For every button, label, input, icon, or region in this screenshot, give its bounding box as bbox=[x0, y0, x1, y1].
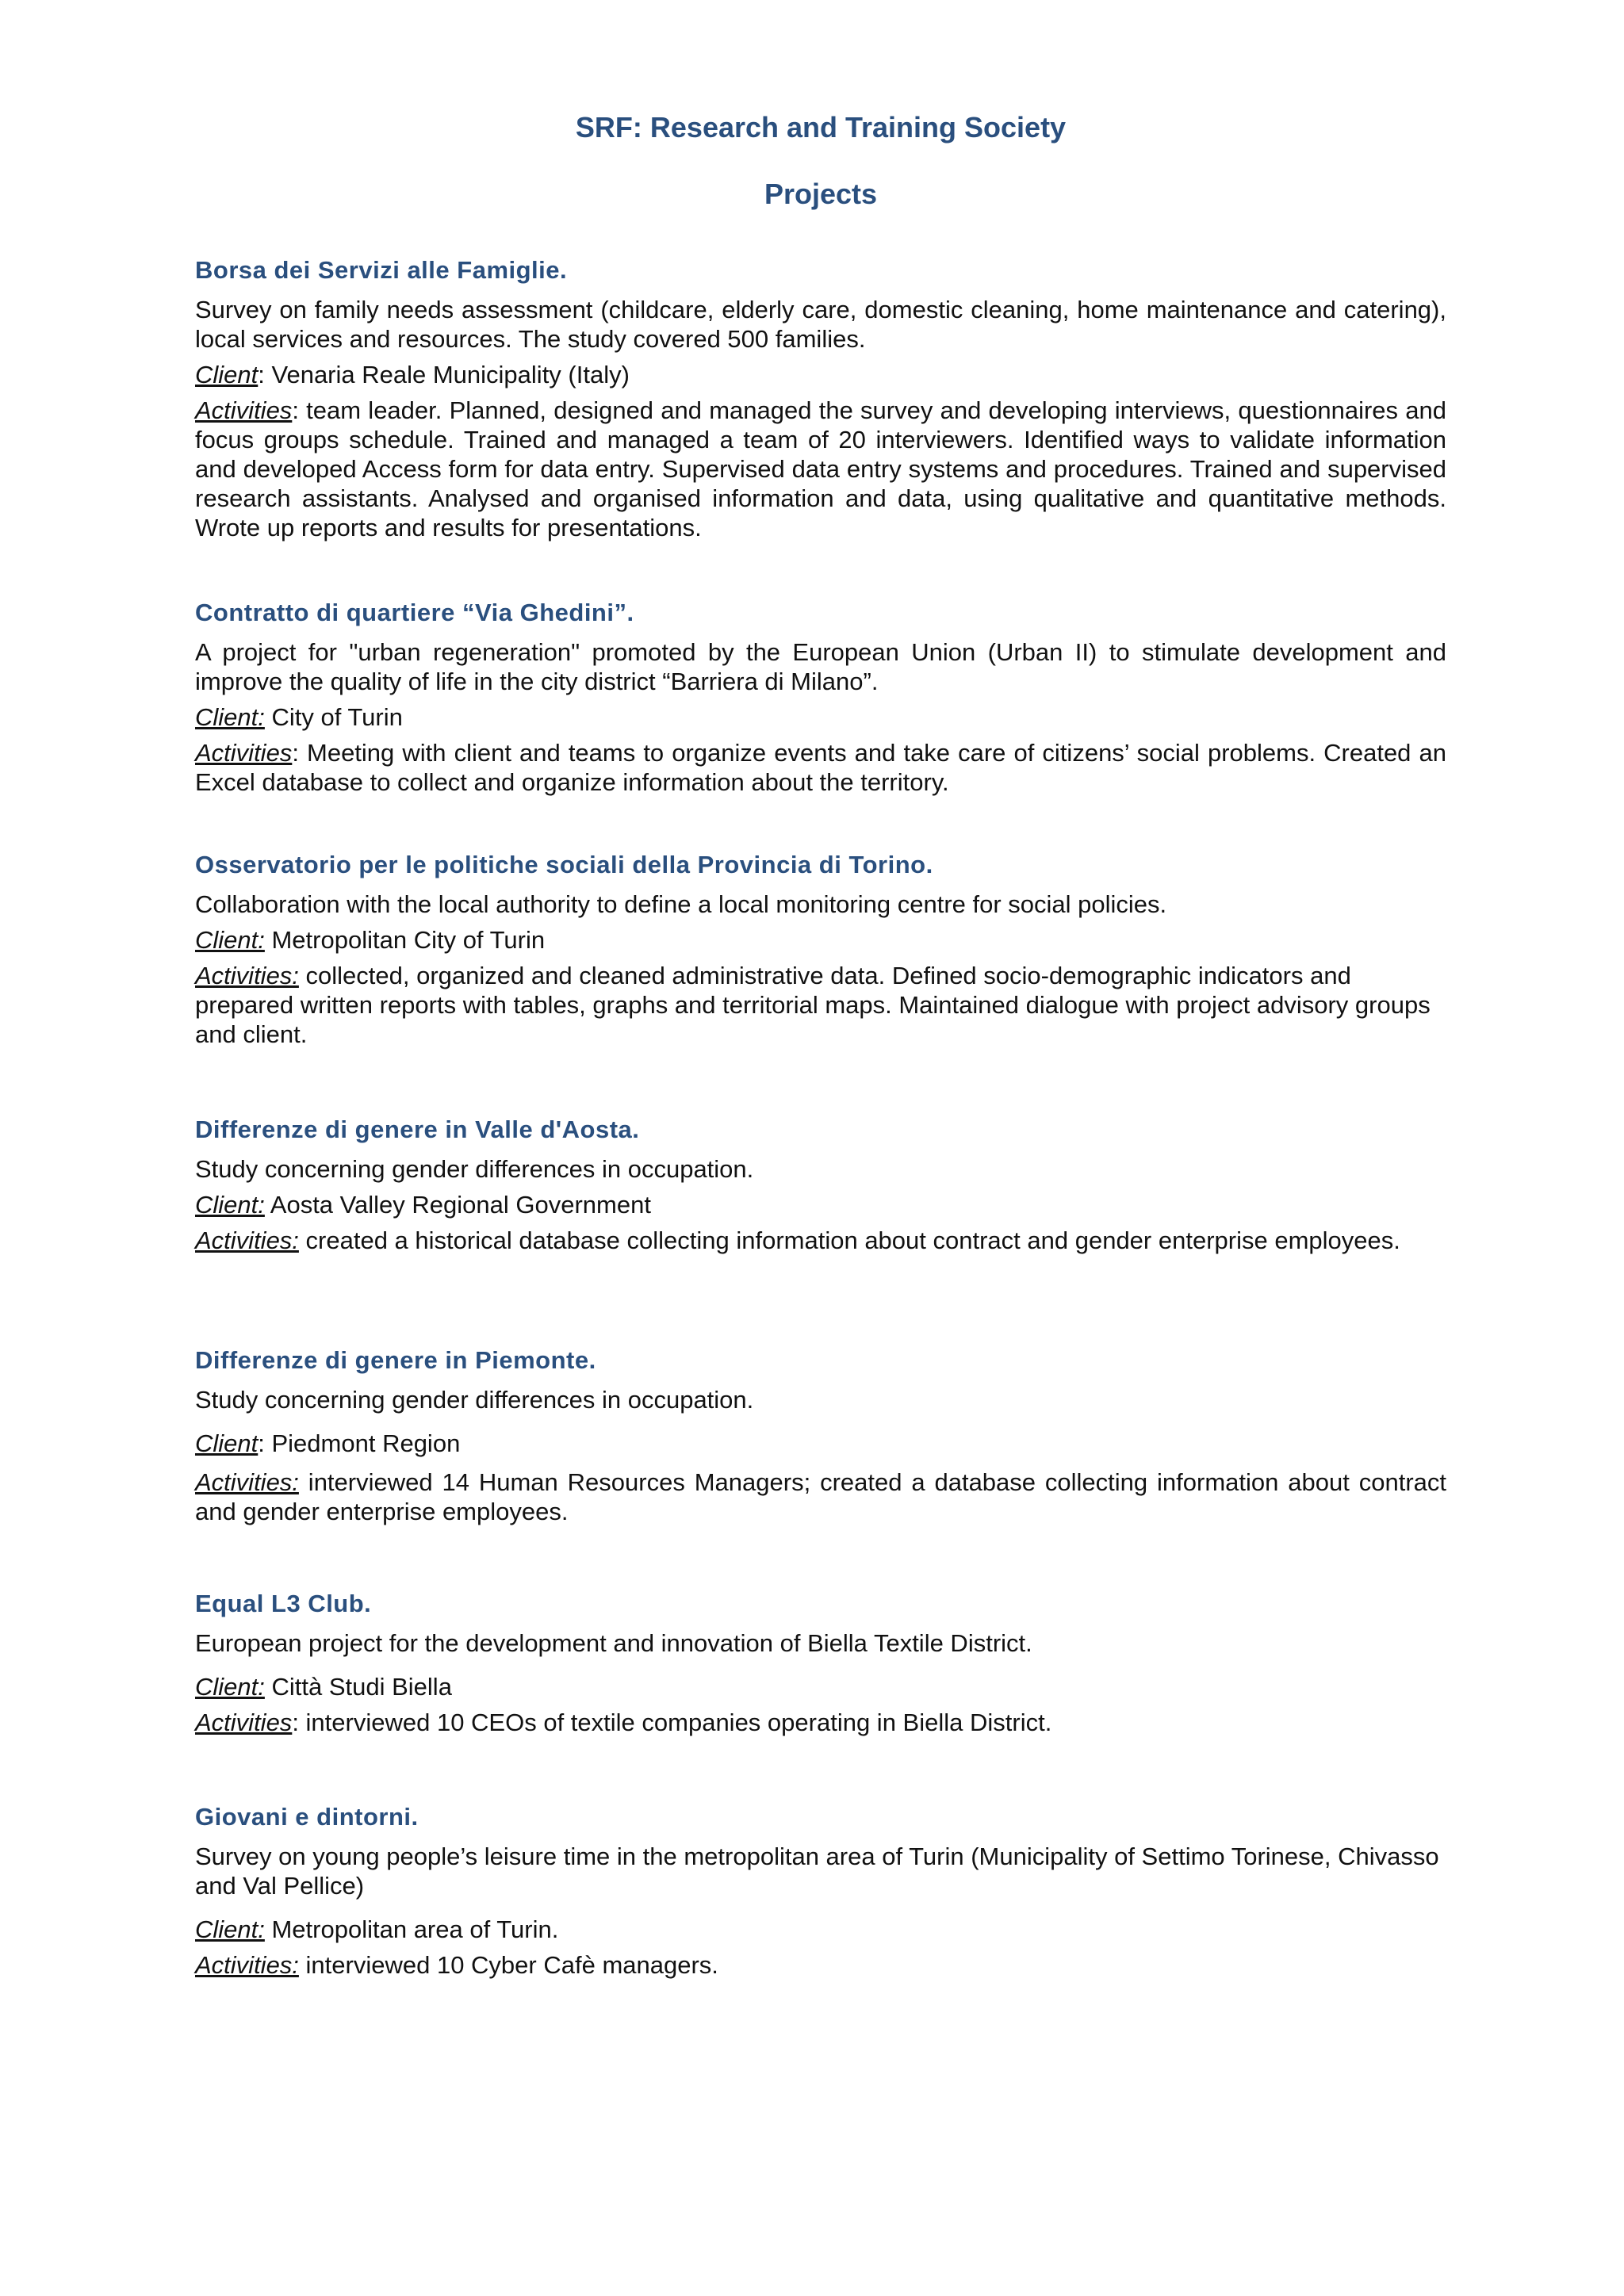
client-label: Client: bbox=[195, 926, 265, 954]
project-entry bbox=[195, 850, 1446, 1055]
project-activities bbox=[195, 1950, 1446, 1980]
client-label: Client bbox=[195, 1429, 259, 1457]
project-client bbox=[195, 1190, 1446, 1219]
project-activities bbox=[195, 1708, 1446, 1737]
document-subtitle: Projects bbox=[764, 178, 878, 210]
activities-value: : team leader. Planned, designed and managed the survey and developing interviews, questionnaires and focus groups schedule. Trained and managed a team of 20 interviewers. Identified ways to validate information and developed Access form for data entry. Supervised data entry systems and procedures. Trained and supervised research assistants. Analysed and organised information and data, using qualitative and quantitative methods. Wrote up reports and results for presentations. bbox=[195, 396, 1446, 541]
project-name: Differenze di genere in Valle d'Aosta. bbox=[195, 1115, 640, 1143]
client-value: Metropolitan City of Turin bbox=[264, 926, 546, 954]
activities-value: interviewed 14 Human Resources Managers; created a database collecting information about contract and gender enterprise employees. bbox=[195, 1468, 1446, 1525]
activities-label: Activities bbox=[195, 1709, 293, 1736]
project-name: Osservatorio per le politiche sociali della Provincia di Torino. bbox=[195, 851, 933, 878]
project-activities bbox=[195, 738, 1446, 797]
activities-value: : interviewed 10 CEOs of textile companies operating in Biella District. bbox=[292, 1709, 1052, 1736]
project-name: Contratto di quartiere “Via Ghedini”. bbox=[195, 599, 634, 626]
activities-value: collected, organized and cleaned administrative data. Defined socio-demographic indicators and prepared written reports with tables, graphs and territorial maps. Maintained dialogue with project advisory groups and client. bbox=[195, 962, 1431, 1048]
project-activities bbox=[195, 1226, 1446, 1255]
project-entry bbox=[195, 598, 1446, 803]
client-value: : Venaria Reale Municipality (Italy) bbox=[258, 361, 630, 388]
client-label: Client: bbox=[195, 1673, 265, 1701]
project-description: A project for "urban regeneration" promoted by the European Union (Urban II) to stimulate development and improve the quality of life in the city district “Barriera di Milano”. bbox=[195, 638, 1446, 695]
client-value: Metropolitan area of Turin. bbox=[264, 1915, 559, 1943]
project-name: Borsa dei Servizi alle Famiglie. bbox=[195, 256, 568, 284]
project-name: Differenze di genere in Piemonte. bbox=[195, 1346, 596, 1374]
project-activities bbox=[195, 396, 1446, 542]
project-client bbox=[195, 1672, 1446, 1701]
project-name: Giovani e dintorni. bbox=[195, 1803, 419, 1831]
project-client bbox=[195, 702, 1446, 732]
activities-value: interviewed 10 Cyber Cafè managers. bbox=[298, 1951, 718, 1979]
project-description: Survey on young people’s leisure time in the metropolitan area of Turin (Municipality of Settimo Torinese, Chivasso and Val Pellice) bbox=[195, 1843, 1439, 1900]
document-title: SRF: Research and Training Society bbox=[575, 111, 1067, 144]
project-name: Equal L3 Club. bbox=[195, 1590, 372, 1617]
client-value: City of Turin bbox=[264, 703, 403, 731]
activities-value: : Meeting with client and teams to organize events and take care of citizens’ social problems. Created an Excel database to collect and organize information about the territory. bbox=[195, 739, 1446, 796]
project-entry bbox=[195, 1802, 1446, 1986]
project-entry bbox=[195, 1115, 1446, 1261]
project-description: European project for the development and innovation of Biella Textile District. bbox=[195, 1629, 1032, 1657]
client-value: : Piedmont Region bbox=[258, 1429, 461, 1457]
activities-label: Activities bbox=[195, 396, 293, 424]
project-description: Study concerning gender differences in occupation. bbox=[195, 1386, 754, 1414]
client-label: Client: bbox=[195, 1191, 265, 1219]
project-description: Survey on family needs assessment (childcare, elderly care, domestic cleaning, home maintenance and catering), local services and resources. The study covered 500 families. bbox=[195, 296, 1446, 353]
activities-label: Activities: bbox=[195, 962, 299, 989]
activities-value: created a historical database collecting information about contract and gender enterprise employees. bbox=[298, 1226, 1400, 1254]
project-description: Study concerning gender differences in occupation. bbox=[195, 1155, 754, 1183]
client-value: Città Studi Biella bbox=[264, 1673, 452, 1701]
activities-label: Activities: bbox=[195, 1226, 299, 1254]
client-label: Client: bbox=[195, 703, 265, 731]
project-client bbox=[195, 1915, 1446, 1944]
project-activities bbox=[195, 961, 1446, 1049]
activities-label: Activities: bbox=[195, 1951, 299, 1979]
project-client bbox=[195, 360, 1446, 389]
project-client bbox=[195, 1429, 1446, 1458]
project-entry bbox=[195, 1589, 1446, 1743]
client-label: Client bbox=[195, 361, 259, 388]
activities-label: Activities: bbox=[195, 1468, 299, 1496]
client-value: Aosta Valley Regional Government bbox=[264, 1191, 651, 1219]
project-activities bbox=[195, 1468, 1446, 1526]
project-entry bbox=[195, 1345, 1446, 1533]
activities-label: Activities bbox=[195, 739, 293, 767]
project-client bbox=[195, 925, 1446, 955]
project-description: Collaboration with the local authority to define a local monitoring centre for social policies. bbox=[195, 890, 1167, 918]
project-entry bbox=[195, 255, 1446, 549]
client-label: Client: bbox=[195, 1915, 265, 1943]
